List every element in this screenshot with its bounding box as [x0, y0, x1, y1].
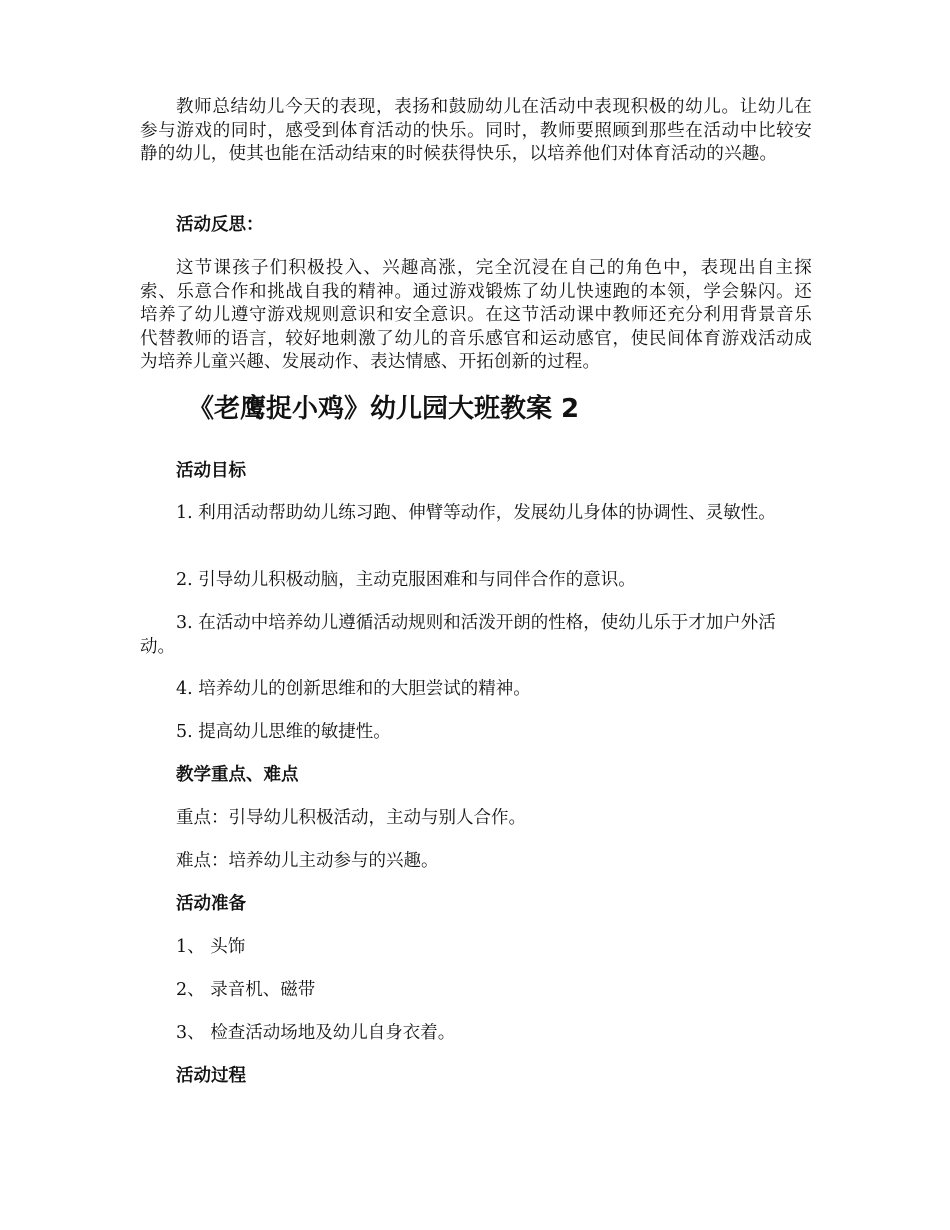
process-heading: 活动过程 — [176, 1066, 246, 1086]
preparation-item-3: 3、 检查活动场地及幼儿自身衣着。 — [176, 1023, 456, 1043]
goals-heading: 活动目标 — [176, 461, 246, 481]
preparation-heading: 活动准备 — [176, 894, 246, 914]
reflection-paragraph: 这节课孩子们积极投入、兴趣高涨，完全沉浸在自己的角色中，表现出自主探索、乐意合作和挑战自我的精神。通过游戏锻炼了幼儿快速跑的本领，学会躲闪。还培养了幼儿遵守游戏规则意识和安全意识。在这节活动课中教师还充分利用背景音乐代替教师的语言，较好地刺激了幼儿的音乐感官和运动感官，使民间体育游戏活动成为培养儿童兴趣、发展动作、表达情感、开拓创新的过程。 — [140, 258, 812, 372]
goal-item-1: 1. 利用活动帮助幼儿练习跑、伸臂等动作，发展幼儿身体的协调性、灵敏性。 — [176, 503, 776, 523]
goal-item-4: 4. 培养幼儿的创新思维和的大胆尝试的精神。 — [176, 679, 531, 699]
goal-item-3: 3. 在活动中培养幼儿遵循活动规则和活泼开朗的性格，使幼儿乐于才加户外活动。 — [140, 613, 776, 657]
summary-paragraph: 教师总结幼儿今天的表现，表扬和鼓励幼儿在活动中表现积极的幼儿。让幼儿在参与游戏的同时，感受到体育活动的快乐。同时，教师要照顾到那些在活动中比较安静的幼儿，使其也能在活动结束的时候获得快乐，以培养他们对体育活动的兴趣。 — [140, 97, 812, 164]
preparation-item-1: 1、 头饰 — [176, 937, 246, 957]
goal-item-5: 5. 提高幼儿思维的敏捷性。 — [176, 722, 391, 742]
reflection-heading: 活动反思： — [176, 215, 264, 235]
preparation-item-2: 2、 录音机、磁带 — [176, 980, 316, 1000]
difficulty-text: 难点：培养幼儿主动参与的兴趣。 — [176, 851, 439, 871]
document-page — [140, 0, 812, 1230]
goal-item-2: 2. 引导幼儿积极动脑，主动克服困难和与同伴合作的意识。 — [176, 570, 636, 590]
key-points-heading: 教学重点、难点 — [176, 765, 299, 785]
lesson-title: 《老鹰捉小鸡》幼儿园大班教案 2 — [188, 394, 580, 424]
key-point-text: 重点：引导幼儿积极活动，主动与别人合作。 — [176, 808, 526, 828]
